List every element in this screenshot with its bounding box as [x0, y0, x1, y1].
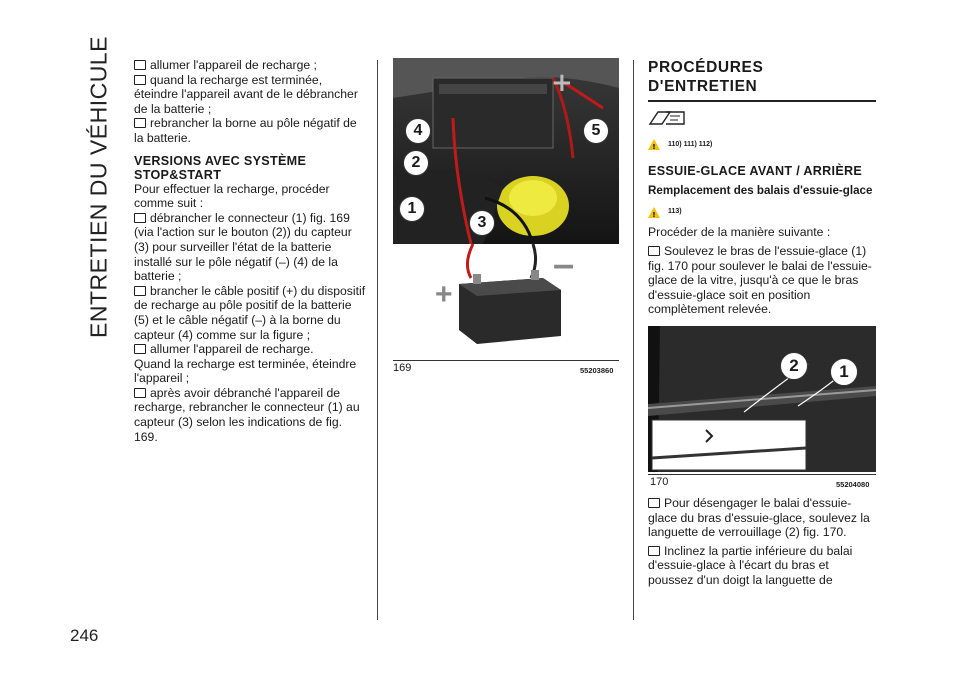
- figure-169-battery: [393, 244, 619, 354]
- chapter-heading: PROCÉDURES D'ENTRETIEN: [648, 59, 764, 95]
- subsection-heading: Remplacement des balais d'essuie-glace: [648, 184, 873, 198]
- list-item: quand la recharge est terminée, éteindre l'appareil avant de le débrancher de la batterie ;: [134, 72, 358, 116]
- figure-169-photo: [393, 58, 619, 244]
- heading-rule: [648, 100, 876, 102]
- warning-icon: [648, 139, 660, 150]
- manual-book-icon: [648, 108, 876, 132]
- svg-text:!: !: [652, 210, 656, 218]
- warning-icon: [648, 207, 660, 218]
- callout-2: 2: [403, 150, 429, 176]
- engine-bay-illustration: [393, 58, 619, 244]
- paragraph: Procéder de la manière suivante :: [648, 225, 831, 240]
- column-left: [134, 58, 366, 444]
- plus-symbol: +: [435, 278, 453, 311]
- list-item: après avoir débranché l'appareil de recharge, rebrancher le connecteur (1) au capteur (3) selon les indications de fig. 169.: [134, 385, 360, 444]
- bullet-icon: [134, 286, 146, 296]
- figure-code: 55203860: [580, 366, 614, 375]
- bullet-icon: [134, 213, 146, 223]
- figure-code: 55204080: [836, 480, 870, 489]
- bullet-icon: [134, 60, 146, 70]
- bullet-icon: [134, 344, 146, 354]
- svg-text:+: +: [551, 68, 573, 98]
- column-divider: [377, 60, 378, 620]
- battery-illustration: [393, 244, 619, 354]
- bullet-icon: [648, 246, 660, 256]
- warning-refs: ! 110) 111) 112): [648, 138, 876, 153]
- column-divider: [633, 60, 634, 620]
- bullet-icon: [134, 75, 146, 85]
- figure-rule: [393, 360, 619, 361]
- warning-refs: ! 113): [648, 205, 876, 220]
- column-right-continued: [648, 496, 876, 588]
- bullet-icon: [134, 388, 146, 398]
- list-item: allumer l'appareil de recharge ;: [134, 58, 366, 73]
- callout-1: 1: [830, 358, 858, 386]
- bullet-icon: [134, 118, 146, 128]
- callout-2: 2: [780, 352, 808, 380]
- figure-170-photo: [648, 326, 876, 472]
- list-item: Inclinez la partie inférieure du balai d'essuie-glace à l'écart du bras et poussez d'un doigt la languette de: [648, 543, 853, 587]
- bullet-icon: [648, 546, 660, 556]
- wiper-illustration: [648, 326, 876, 472]
- callout-4: 4: [405, 118, 431, 144]
- list-item: Soulevez le bras de l'essuie-glace (1) fig. 170 pour soulever le balai de l'essuie-glace de la vitre, jusqu'à ce que le bras d'essuie-glace soit en position complètement relevée.: [648, 243, 872, 317]
- list-item: allumer l'appareil de recharge.: [134, 342, 366, 357]
- page-number: 246: [70, 626, 99, 645]
- figure-number: 169: [393, 362, 412, 374]
- list-item: brancher le câble positif (+) du dispositif de recharge au pôle positif de la batterie (5) et le câble négatif (–) à la borne du capteur (4) comme sur la figure ;: [134, 283, 366, 342]
- paragraph: Pour effectuer la recharge, procéder comme suit :: [134, 181, 330, 211]
- paragraph: Quand la recharge est terminée, éteindre l'appareil ;: [134, 356, 357, 386]
- column-right: [648, 58, 876, 317]
- section-heading: VERSIONS AVEC SYSTÈME STOP&START: [134, 153, 307, 182]
- figure-rule: [648, 474, 876, 475]
- minus-symbol: –: [553, 244, 575, 286]
- list-item: débrancher le connecteur (1) fig. 169 (via l'action sur le bouton (2)) du capteur (3) pour surveiller l'état de la batterie installé sur le pôle négatif (–) (4) de la batterie ;: [134, 210, 352, 284]
- callout-5: 5: [583, 118, 609, 144]
- callout-3: 3: [469, 210, 495, 236]
- section-title: ENTRETIEN DU VÉHICULE: [85, 36, 112, 338]
- svg-text:!: !: [652, 143, 656, 151]
- figure-number: 170: [650, 476, 669, 488]
- section-heading: ESSUIE-GLACE AVANT / ARRIÈRE: [648, 164, 863, 179]
- callout-1: 1: [399, 196, 425, 222]
- bullet-icon: [648, 498, 660, 508]
- list-item: rebrancher la borne au pôle négatif de la batterie.: [134, 116, 357, 145]
- list-item: Pour désengager le balai d'essuie-glace du bras d'essuie-glace, soulevez la languette de verrouillage (2) fig. 170.: [648, 496, 870, 540]
